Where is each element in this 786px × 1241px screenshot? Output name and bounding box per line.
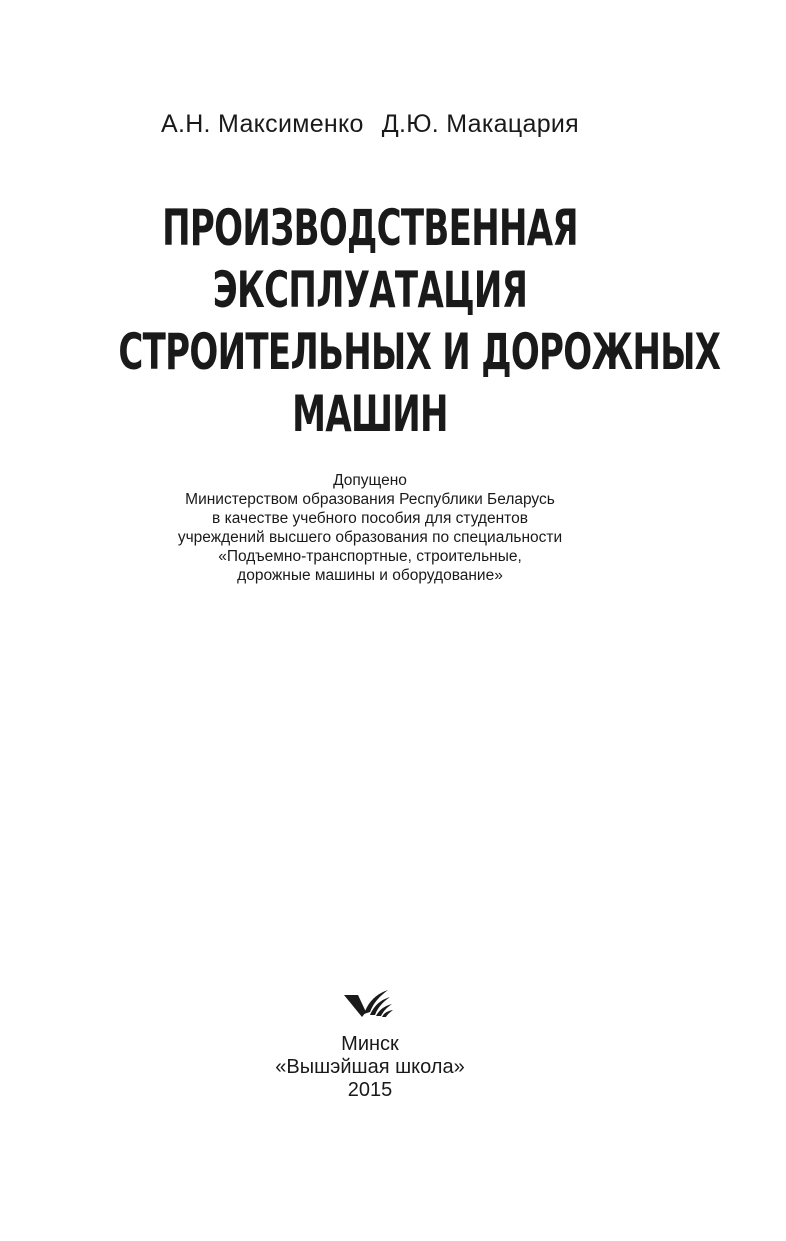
approval-line: Допущено (333, 472, 407, 489)
imprint-city: Минск (341, 1033, 399, 1055)
title-line: МАШИН (292, 385, 448, 443)
title-line: ЭКСПЛУАТАЦИЯ (212, 261, 528, 319)
approval-line: «Подъемно-транспортные, строительные, (218, 548, 522, 565)
publisher-logo-svg (342, 988, 394, 1020)
approval-line: дорожные машины и оборудование» (237, 567, 503, 584)
publisher-logo-icon (342, 988, 394, 1020)
imprint-publisher: «Вышэйшая школа» (275, 1056, 465, 1078)
author-makatsariya: Д.Ю. Макацария (381, 110, 580, 138)
authors (0, 110, 740, 139)
approval-statement (0, 471, 740, 585)
imprint-year: 2015 (347, 1079, 393, 1101)
approval-line: Министерством образования Республики Беларусь (185, 491, 555, 508)
book-title (0, 197, 740, 445)
author-maksimenko: А.Н. Максименко (160, 110, 364, 138)
title-line: ПРОИЗВОДСТВЕННАЯ (162, 199, 578, 257)
imprint (0, 1033, 740, 1102)
approval-line: учреждений высшего образования по специальности (177, 529, 563, 546)
approval-line: в качестве учебного пособия для студентов (212, 510, 528, 527)
title-line: СТРОИТЕЛЬНЫХ И ДОРОЖНЫХ (118, 323, 721, 381)
